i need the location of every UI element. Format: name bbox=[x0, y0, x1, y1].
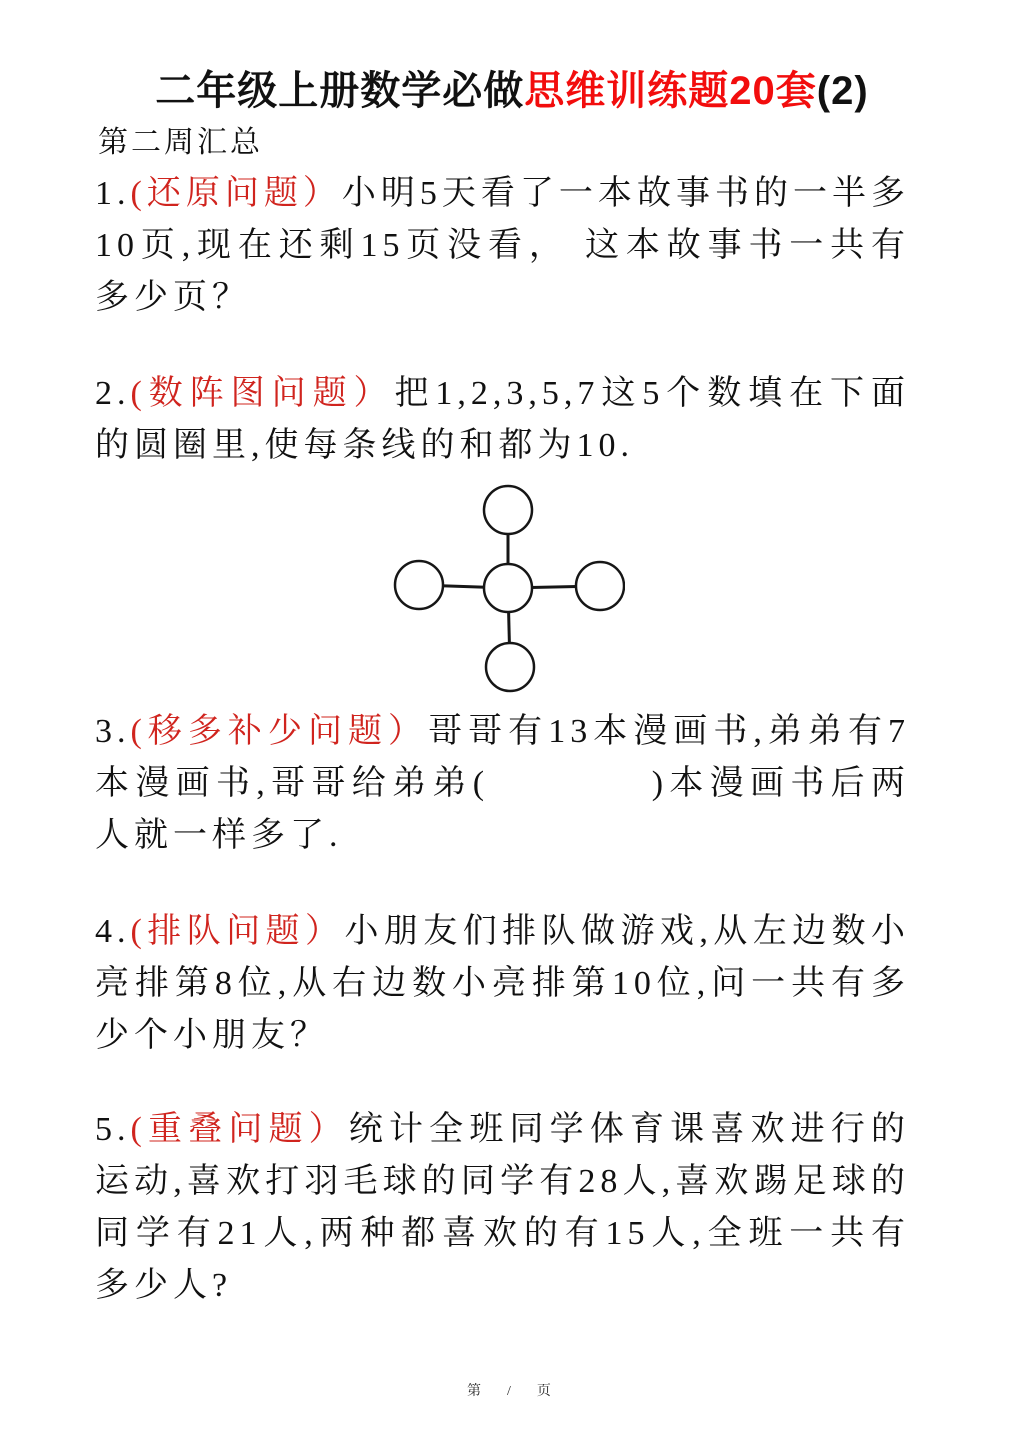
question-4-text: 小朋友们排队做游戏,从左边数小亮排第8位,从右边数小亮排第10位,问一共有多少个小朋友？ bbox=[95, 913, 911, 1054]
question-5 bbox=[95, 1104, 910, 1312]
number-cross-diagram-svg bbox=[385, 478, 625, 698]
question-3-text: 哥哥有13本漫画书,弟弟有7本漫画书,哥哥给弟弟( )本漫画书后两人就一样多了. bbox=[95, 713, 910, 854]
diagram-circle-right bbox=[576, 562, 624, 610]
question-2-text: 把1,2,3,5,7这5个数填在下面的圆圈里,使每条线的和都为10. bbox=[95, 375, 911, 464]
question-5-text: 统计全班同学体育课喜欢进行的运动,喜欢打羽毛球的同学有28人,喜欢踢足球的同学有21人,两种都喜欢的有15人,全班一共有多少人? bbox=[95, 1111, 910, 1304]
question-1-type-tag: (还原问题） bbox=[130, 175, 342, 212]
question-1-number: 1. bbox=[95, 175, 131, 212]
question-3-type-tag: (移多补少问题） bbox=[130, 713, 429, 750]
question-3 bbox=[95, 706, 910, 862]
question-2 bbox=[95, 368, 910, 472]
page-number-footer: 第 / 页 bbox=[467, 1384, 557, 1399]
question-4-type-tag: (排队问题） bbox=[130, 913, 345, 950]
diagram-circle-bottom bbox=[486, 643, 534, 691]
question-3-number: 3. bbox=[95, 713, 131, 750]
number-cross-diagram bbox=[385, 478, 625, 698]
page-title-suffix: (2) bbox=[816, 68, 869, 113]
question-5-number: 5. bbox=[95, 1111, 131, 1148]
question-1-text: 小明5天看了一本故事书的一半多10页,现在还剩15页没看， 这本故事书一共有多少页？ bbox=[95, 175, 910, 316]
question-1 bbox=[95, 168, 910, 324]
question-5-type-tag: (重叠问题） bbox=[130, 1111, 349, 1148]
question-4-number: 4. bbox=[95, 913, 131, 950]
diagram-circle-center bbox=[484, 564, 532, 612]
question-2-type-tag: (数阵图问题） bbox=[130, 375, 395, 412]
question-4 bbox=[95, 906, 910, 1062]
question-2-number: 2. bbox=[95, 375, 131, 412]
diagram-circle-left bbox=[395, 561, 443, 609]
page-title-highlight: 思维训练题20套 bbox=[524, 68, 817, 113]
week-summary-heading: 第二周汇总 bbox=[98, 126, 263, 159]
diagram-circle-top bbox=[484, 486, 532, 534]
page-title-main: 二年级上册数学必做 bbox=[155, 68, 525, 113]
page-title bbox=[0, 65, 1024, 117]
